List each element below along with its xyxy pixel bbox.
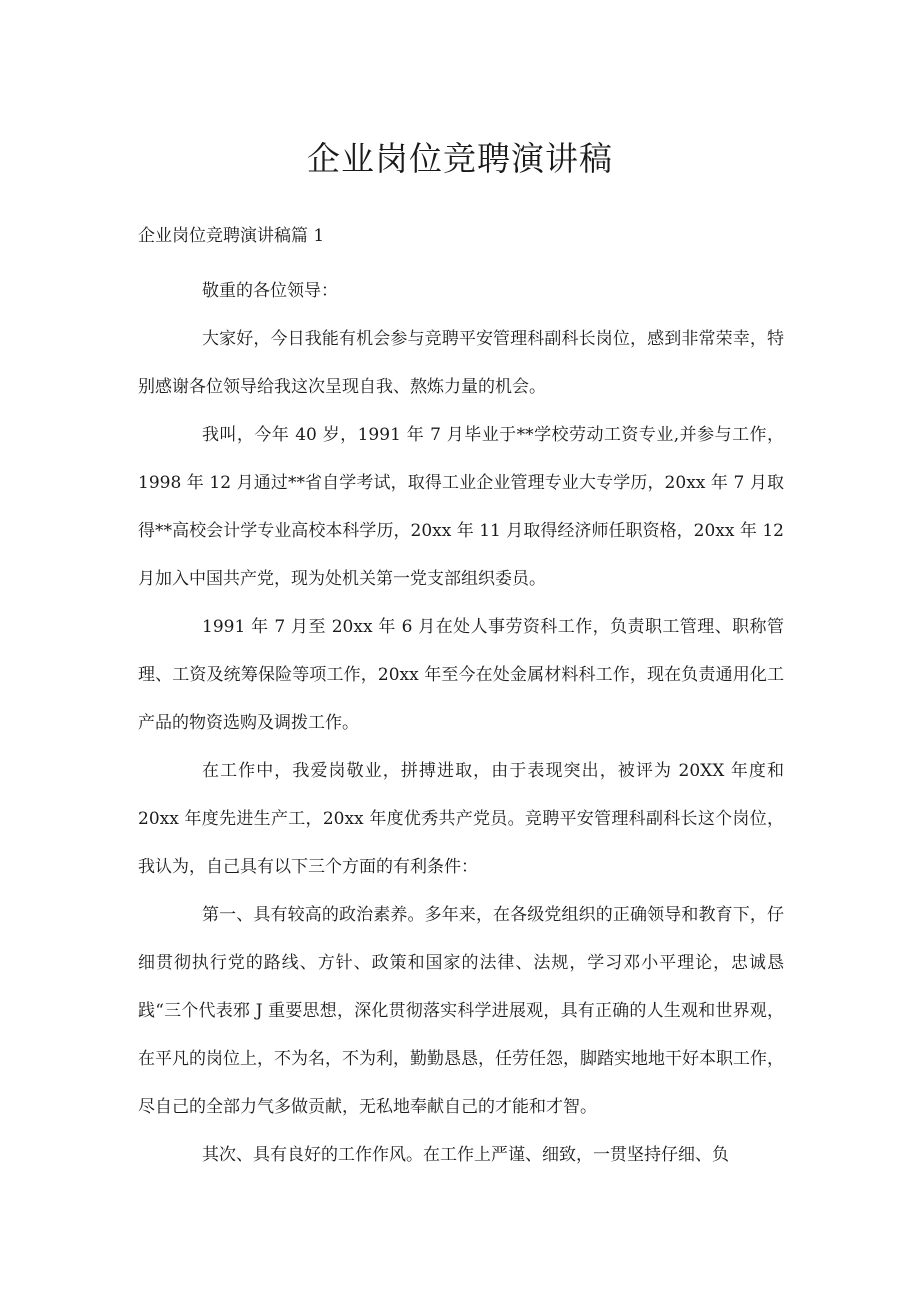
document-body (138, 267, 784, 1179)
paragraph-salutation: 敬重的各位领导： (202, 281, 338, 301)
paragraph-achievements: 在工作中，我爱岗敬业，拼搏进取，由于表现突出，被评为 20XX 年度和 20xx 年度先进生产工，20xx 年度优秀共产党员。竞聘平安管理科副科长这个岗位，我认为，自己具有以下三个方面的有利条件： (138, 761, 784, 877)
document-title: 企业岗位竞聘演讲稿 (307, 139, 613, 178)
section-heading: 企业岗位竞聘演讲稿篇 1 (138, 226, 325, 246)
paragraph-political-quality: 第一、具有较高的政治素养。多年来，在各级党组织的正确领导和教育下，仔细贯彻执行党的路线、方针、政策和国家的法律、法规，学习邓小平理论，忠诚恳践“三个代表邪 J 重要思想，深化贯彻落实科学进展观，具有正确的人生观和世界观，在平凡的岗位上，不为名，不为利，勤勤恳恳，任劳任怨，脚踏实地地干好本职工作，尽自己的全部力气多做贡献，无私地奉献自己的才能和才智。 (138, 905, 784, 1117)
paragraph-work-history: 1991 年 7 月至 20xx 年 6 月在处人事劳资科工作，负责职工管理、职称管理、工资及统筹保险等项工作，20xx 年至今在处金属材料科工作，现在负责通用化工产品的物资选购及调拨工作。 (138, 617, 784, 733)
paragraph-greeting: 大家好，今日我能有机会参与竞聘平安管理科副科长岗位，感到非常荣幸，特别感谢各位领导给我这次呈现自我、熬炼力量的机会。 (138, 329, 784, 397)
paragraph-work-style: 其次、具有良好的工作作风。在工作上严谨、细致，一贯坚持仔细、负 (202, 1145, 729, 1165)
paragraph-biography: 我叫，今年 40 岁，1991 年 7 月毕业于**学校劳动工资专业,并参与工作，1998 年 12 月通过**省自学考试，取得工业企业管理专业大专学历，20xx 年 7 月取得**高校会计学专业高校本科学历，20xx 年 11 月取得经济师任职资格，20xx 年 12 月加入中国共产党，现为处机关第一党支部组织委员。 (138, 425, 784, 589)
